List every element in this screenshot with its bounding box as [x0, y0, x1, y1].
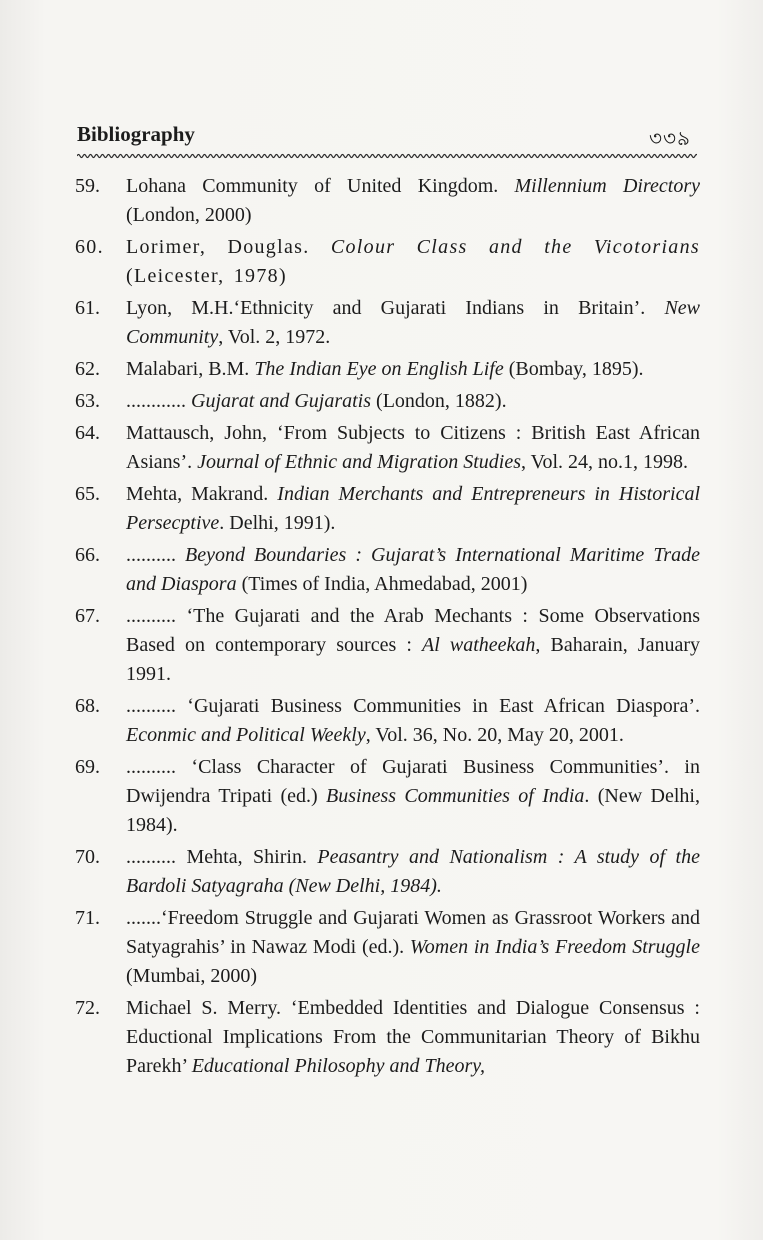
bibliography-entry — [75, 419, 700, 477]
bibliography-entry — [75, 355, 700, 384]
entry-text: .......... Beyond Boundaries : Gujarat’s International Maritime Trade and Diaspora (Times of India, Ahmedabad, 2001) — [126, 544, 701, 595]
bibliography-entry — [75, 480, 700, 538]
entry-number: 60. — [75, 236, 104, 258]
decorative-wavy-rule — [77, 152, 697, 160]
bibliography-entry — [75, 172, 700, 230]
entry-text: .......... ‘Class Character of Gujarati Business Communities’. in Dwijendra Tripati (ed.) Business Communities of India. (New Delhi, 1984). — [126, 756, 700, 836]
entry-text: .......‘Freedom Struggle and Gujarati Women as Grassroot Workers and Satyagrahis’ in Nawaz Modi (ed.). Women in India’s Freedom Struggle (Mumbai, 2000) — [126, 907, 700, 987]
entry-number: 72. — [75, 997, 100, 1019]
bibliography-list — [75, 172, 700, 1084]
entry-text: Malabari, B.M. The Indian Eye on English Life (Bombay, 1895). — [126, 358, 644, 380]
entry-text: .......... ‘Gujarati Business Communities in East African Diaspora’. Econmic and Political Weekly, Vol. 36, No. 20, May 20, 2001. — [126, 695, 700, 746]
running-header — [77, 122, 695, 154]
bibliography-entry — [75, 904, 700, 991]
entry-number: 68. — [75, 695, 100, 717]
entry-number: 65. — [75, 483, 100, 505]
bibliography-entry — [75, 541, 700, 599]
bibliography-entry — [75, 753, 700, 840]
entry-number: 62. — [75, 358, 100, 380]
bibliography-entry — [75, 692, 700, 750]
entry-number: 63. — [75, 390, 100, 412]
entry-number: 64. — [75, 422, 100, 444]
entry-text: Lorimer, Douglas. Colour Class and the Vicotorians (Leicester, 1978) — [126, 236, 700, 287]
entry-text: .......... ‘The Gujarati and the Arab Mechants : Some Observations Based on contemporary sources : Al watheekah, Baharain, January 1991. — [126, 605, 700, 685]
entry-text: ............ Gujarat and Gujaratis (London, 1882). — [126, 390, 507, 412]
entry-text: Mattausch, John, ‘From Subjects to Citizens : British East African Asians’. Journal of Ethnic and Migration Studies, Vol. 24, no.1, 1998. — [126, 422, 700, 473]
bibliography-entry — [75, 233, 700, 291]
entry-number: 70. — [75, 846, 100, 868]
entry-text: .......... Mehta, Shirin. Peasantry and Nationalism : A study of the Bardoli Satyagraha (New Delhi, 1984). — [126, 846, 700, 897]
bibliography-entry — [75, 387, 700, 416]
section-title: Bibliography — [77, 122, 195, 146]
bibliography-entry — [75, 994, 700, 1081]
page-number: ৩৩৯ — [649, 128, 691, 150]
entry-text: Mehta, Makrand. Indian Merchants and Entrepreneurs in Historical Persecptive. Delhi, 1991). — [126, 483, 701, 534]
entry-text: Michael S. Merry. ‘Embedded Identities and Dialogue Consensus : Eductional Implications From the Communitarian Theory of Bikhu Parekh’ Educational Philosophy and Theory, — [126, 997, 700, 1077]
entry-text: Lohana Community of United Kingdom. Millennium Directory (London, 2000) — [126, 175, 700, 226]
entry-number: 59. — [75, 175, 100, 197]
entry-number: 67. — [75, 605, 100, 627]
entry-number: 61. — [75, 297, 100, 319]
bibliography-entry — [75, 843, 700, 901]
entry-text: Lyon, M.H.‘Ethnicity and Gujarati Indians in Britain’. New Community, Vol. 2, 1972. — [126, 297, 700, 348]
entry-number: 69. — [75, 756, 100, 778]
entry-number: 71. — [75, 907, 100, 929]
entry-number: 66. — [75, 544, 100, 566]
bibliography-entry — [75, 294, 700, 352]
bibliography-entry — [75, 602, 700, 689]
